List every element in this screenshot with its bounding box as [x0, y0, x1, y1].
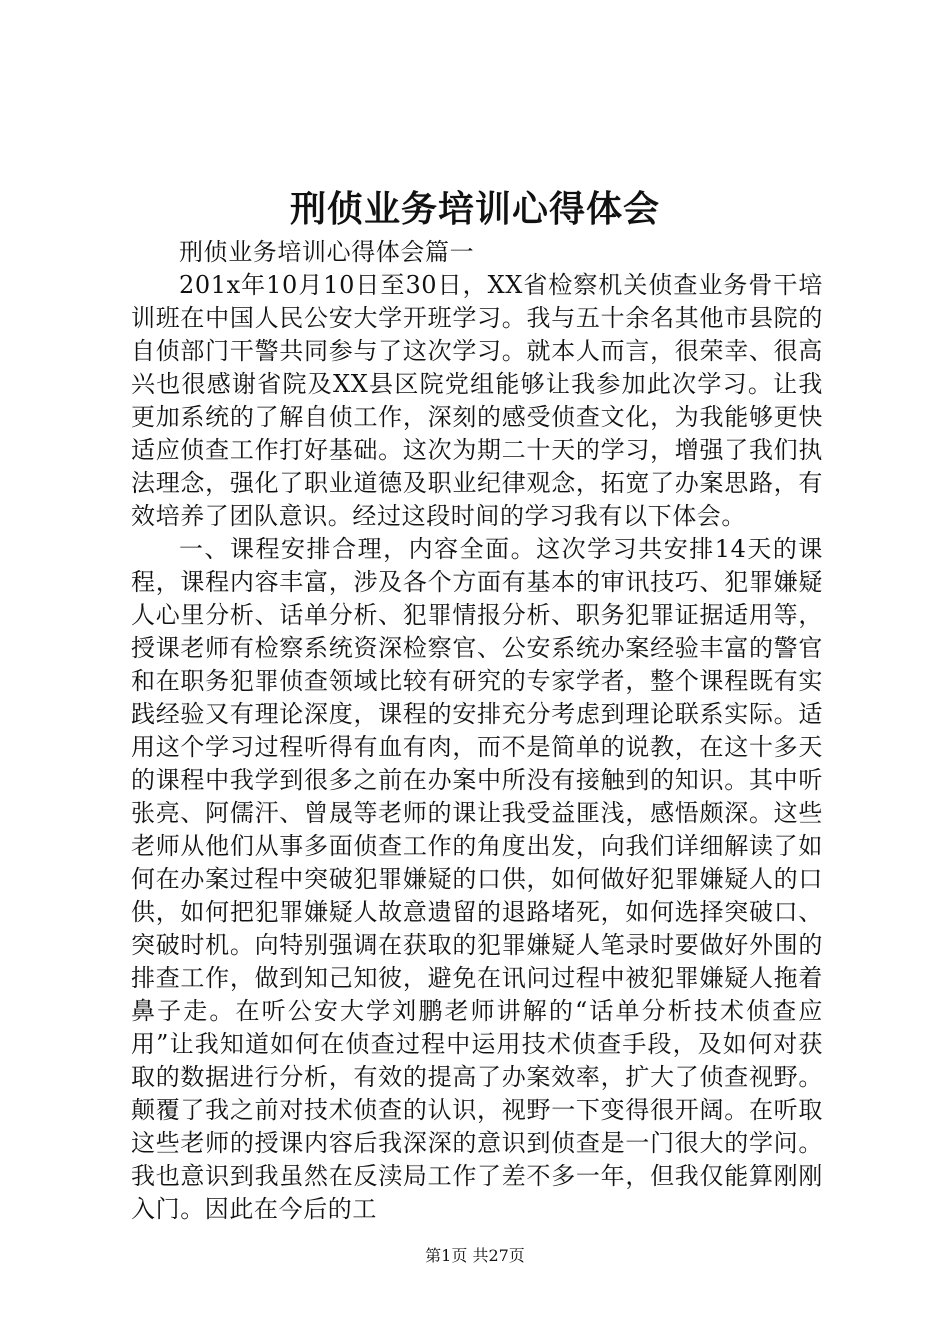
- document-body: [131, 236, 823, 1226]
- page-footer: 第1页 共27页: [425, 1246, 525, 1265]
- section-heading: 刑侦业务培训心得体会篇一: [179, 238, 475, 266]
- paragraph-course-arrangement: 一、课程安排合理，内容全面。这次学习共安排14天的课程，课程内容丰富，涉及各个方面有基本的审讯技巧、犯罪嫌疑人心里分析、话单分析、犯罪情报分析、职务犯罪证据适用等，授课老师有检察系统资深检察官、公安系统办案经验丰富的警官和在职务犯罪侦查领域比较有研究的专家学者，整个课程既有实践经验又有理论深度，课程的安排充分考虑到理论联系实际。适用这个学习过程听得有血有肉，而不是简单的说教，在这十多天的课程中我学到很多之前在办案中所没有接触到的知识。其中听张亮、阿儒汗、曾晟等老师的课让我受益匪浅，感悟颇深。这些老师从他们从事多面侦查工作的角度出发，向我们详细解读了如何在办案过程中突破犯罪嫌疑的口供，如何做好犯罪嫌疑人的口供，如何把犯罪嫌疑人故意遗留的退路堵死，如何选择突破口、突破时机。向特别强调在获取的犯罪嫌疑人笔录时要做好外围的排查工作，做到知己知彼，避免在讯问过程中被犯罪嫌疑人拖着鼻子走。在听公安大学刘鹏老师讲解的“话单分析技术侦查应用”让我知道如何在侦查过程中运用技术侦查手段，及如何对获取的数据进行分析，有效的提高了办案效率，扩大了侦查视野。颠覆了我之前对技术侦查的认识，视野一下变得很开阔。在听取这些老师的授课内容后我深深的意识到侦查是一门很大的学问。我也意识到我虽然在反渎局工作了差不多一年，但我仅能算刚刚入门。因此在今后的工: [131, 535, 823, 1223]
- paragraph-intro: 201x年10月10日至30日，XX省检察机关侦查业务骨干培训班在中国人民公安大学开班学习。我与五十余名其他市县院的自侦部门干警共同参与了这次学习。就本人而言，很荣幸、很高兴也很感谢省院及XX县区院党组能够让我参加此次学习。让我更加系统的了解自侦工作，深刻的感受侦查文化，为我能够更快适应侦查工作打好基础。这次为期二十天的学习，增强了我们执法理念，强化了职业道德及职业纪律观念，拓宽了办案思路，有效培养了团队意识。经过这段时间的学习我有以下体会。: [131, 271, 823, 530]
- document-title: 刑侦业务培训心得体会: [289, 188, 660, 230]
